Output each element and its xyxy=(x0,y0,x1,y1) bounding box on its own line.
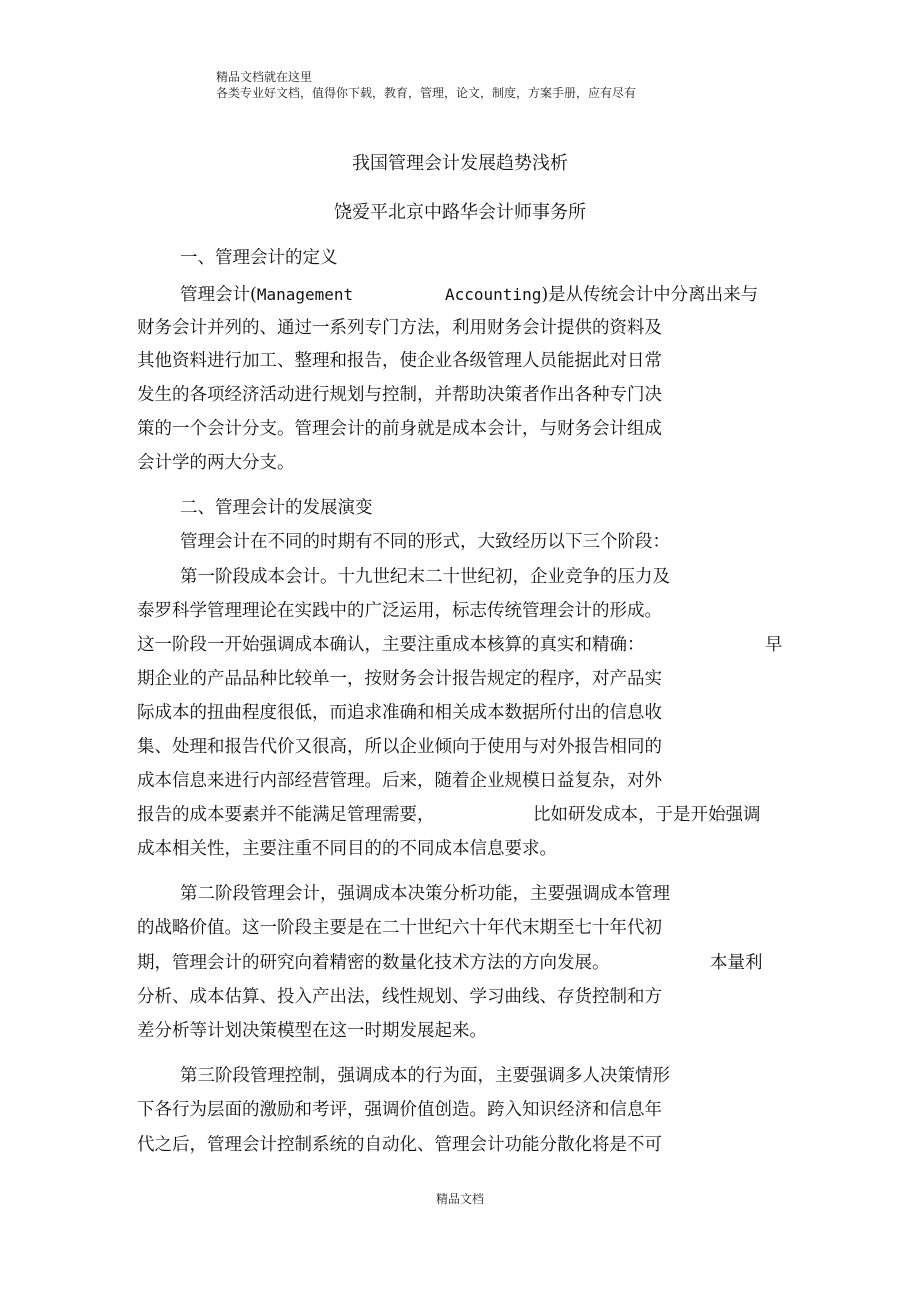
paragraph-line: 期企业的产品品种比较单一，按财务会计报告规定的程序，对产品实 xyxy=(137,669,662,689)
section-heading-evolution: 二、管理会计的发展演变 xyxy=(180,498,373,518)
paragraph-line: 会计学的两大分支。 xyxy=(137,453,295,473)
header-line-1: 精品文档就在这里 xyxy=(216,70,313,84)
paragraph-line xyxy=(445,284,758,306)
paragraph-line: 比如研发成本，于是开始强调 xyxy=(533,805,761,825)
paragraph-line: 发生的各项经济活动进行规划与控制，并帮助决策者作出各种专门决 xyxy=(137,385,662,405)
paragraph-line: 第二阶段管理会计，强调成本决策分析功能，主要强调成本管理 xyxy=(180,884,670,904)
paragraph-line: 财务会计并列的、通过一系列专门方法，利用财务会计提供的资料及 xyxy=(137,318,662,338)
paragraph-text: )是从传统会计中分离出来与 xyxy=(541,285,759,305)
paragraph-line: 策的一个会计分支。管理会计的前身就是成本会计，与财务会计组成 xyxy=(137,419,662,439)
paragraph-line: 泰罗科学管理理论在实践中的广泛运用，标志传统管理会计的形成。 xyxy=(137,601,662,621)
paragraph-line: 成本信息来进行内部经营管理。后来，随着企业规模日益复杂，对外 xyxy=(137,771,662,791)
paragraph-line xyxy=(180,284,353,306)
section-heading-definition: 一、管理会计的定义 xyxy=(180,248,338,268)
paragraph-line: 第一阶段成本会计。十九世纪末二十世纪初，企业竞争的压力及 xyxy=(180,567,670,587)
paragraph-line: 报告的成本要素并不能满足管理需要， xyxy=(137,805,435,825)
paragraph-line: 差分析等计划决策模型在这一时期发展起来。 xyxy=(137,1021,487,1041)
term-accounting: Accounting xyxy=(445,285,542,304)
paragraph-line: 际成本的扭曲程度很低，而追求准确和相关成本数据所付出的信息收 xyxy=(137,703,662,723)
paragraph-line: 这一阶段一开始强调成本确认，主要注重成本核算的真实和精确： xyxy=(137,635,645,655)
paragraph-line: 第三阶段管理控制，强调成本的行为面，主要强调多人决策情形 xyxy=(180,1066,670,1086)
paragraph-line: 分析、成本估算、投入产出法，线性规划、学习曲线、存货控制和方 xyxy=(137,987,662,1007)
paragraph-text: 管理会计( xyxy=(180,285,257,305)
term-management: Management xyxy=(256,285,354,304)
paragraph-line: 下各行为层面的激励和考评，强调价值创造。跨入知识经济和信息年 xyxy=(137,1100,662,1120)
paragraph-line: 成本相关性，主要注重不同目的的不同成本信息要求。 xyxy=(137,839,557,859)
paragraph-line: 集、处理和报告代价又很高，所以企业倾向于使用与对外报告相同的 xyxy=(137,737,662,757)
page-footer: 精品文档 xyxy=(435,1192,484,1206)
paragraph-line: 代之后，管理会计控制系统的自动化、管理会计功能分散化将是不可 xyxy=(137,1135,662,1155)
paragraph-line: 期，管理会计的研究向着精密的数量化技术方法的方向发展。 xyxy=(137,953,610,973)
paragraph-line: 早 xyxy=(765,635,783,655)
document-author: 饶爱平北京中路华会计师事务所 xyxy=(334,202,586,223)
header-line-2: 各类专业好文档，值得你下载，教育，管理，论文，制度，方案手册，应有尽有 xyxy=(216,86,637,100)
paragraph-line: 的战略价值。这一阶段主要是在二十世纪六十年代末期至七十年代初 xyxy=(137,918,662,938)
paragraph-line: 管理会计在不同的时期有不同的形式，大致经历以下三个阶段： xyxy=(180,532,670,552)
document-title: 我国管理会计发展趋势浅析 xyxy=(352,153,568,174)
paragraph-line: 本量利 xyxy=(710,953,763,973)
paragraph-line: 其他资料进行加工、整理和报告，使企业各级管理人员能据此对日常 xyxy=(137,351,662,371)
